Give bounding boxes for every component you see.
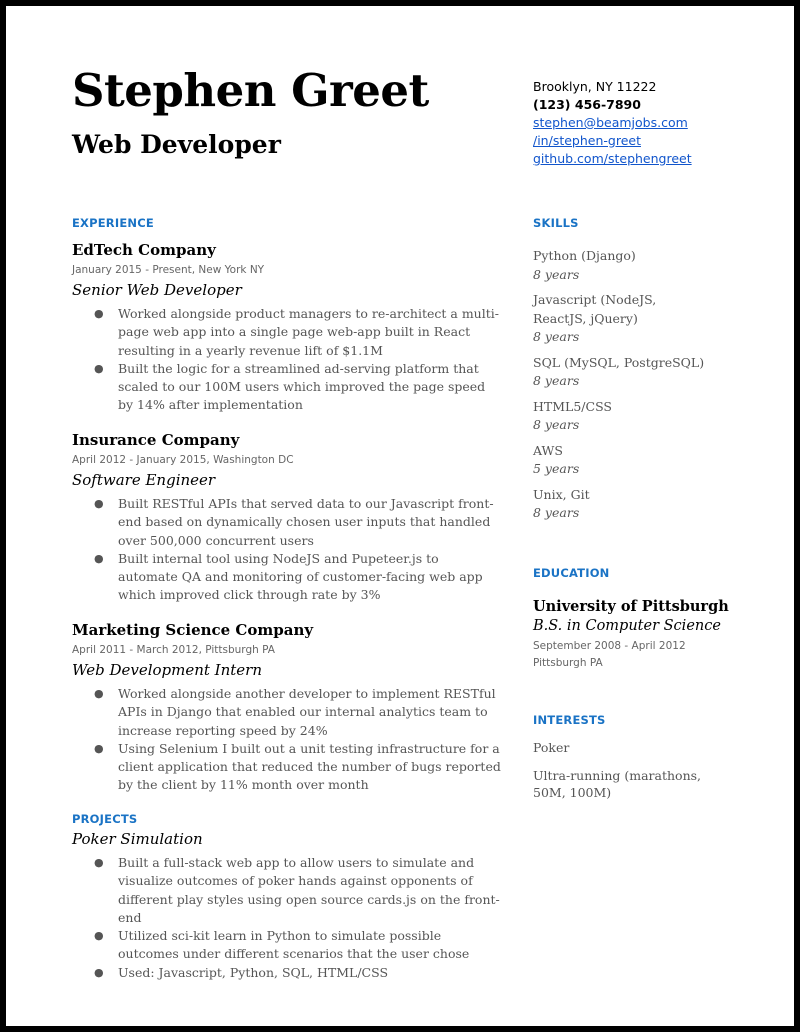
- job-role: Senior Web Developer: [72, 281, 242, 299]
- skill-name: Python (Django): [533, 248, 636, 263]
- bullet-icon: ●: [94, 965, 104, 979]
- candidate-name: Stephen Greet: [72, 64, 429, 117]
- bullet-icon: ●: [94, 929, 104, 943]
- interests-list: [533, 739, 713, 812]
- resume-page: [6, 6, 794, 1026]
- skill-name: Unix, Git: [533, 486, 590, 502]
- experience-entry: [72, 431, 502, 605]
- experience-entry: [72, 621, 502, 795]
- skill-item: [533, 486, 713, 523]
- bullet-item: [72, 740, 502, 795]
- bullet-text: Utilized sci-kit learn in Python to simulate possible outcomes under different scenarios that the user chose: [118, 928, 470, 962]
- bullet-list: [72, 854, 502, 982]
- skill-item: [533, 247, 713, 284]
- company-name: Marketing Science Company: [72, 621, 314, 639]
- education-entry: [533, 598, 773, 669]
- contact-block: [533, 78, 692, 168]
- bullet-list: [72, 495, 502, 605]
- bullet-item: [72, 495, 502, 550]
- job-title: Web Developer: [72, 130, 281, 159]
- bullet-text: Used: Javascript, Python, SQL, HTML/CSS: [118, 964, 389, 980]
- contact-linkedin-link[interactable]: /in/stephen-greet: [533, 133, 641, 148]
- bullet-icon: ●: [94, 741, 104, 755]
- bullet-text: Built RESTful APIs that served data to our Javascript front-end based on dynamically chosen user inputs that handled over 500,000 concurrent users: [118, 496, 494, 548]
- bullet-list: [72, 685, 502, 795]
- education-location: Pittsburgh PA: [533, 657, 603, 669]
- skill-name: AWS: [533, 442, 563, 458]
- projects-heading: PROJECTS: [72, 812, 138, 826]
- skill-years: 8 years: [533, 373, 580, 388]
- job-role: Web Development Intern: [72, 661, 263, 679]
- job-dates-location: January 2015 - Present, New York NY: [72, 264, 265, 276]
- skill-years: 5 years: [533, 461, 580, 476]
- skills-list: [533, 247, 713, 530]
- bullet-item: [72, 550, 502, 605]
- bullet-text: Worked alongside another developer to implement RESTful APIs in Django that enabled our internal analytics team to increase reporting speed by 24%: [118, 686, 496, 738]
- skill-item: [533, 354, 713, 391]
- bullet-icon: ●: [94, 856, 104, 869]
- bullet-icon: ●: [94, 551, 104, 565]
- bullet-item: [72, 854, 502, 927]
- education-heading: EDUCATION: [533, 566, 610, 580]
- skill-item: [533, 398, 713, 435]
- bullet-item: [72, 964, 502, 982]
- contact-email-link[interactable]: stephen@beamjobs.com: [533, 115, 688, 130]
- bullet-item: [72, 360, 502, 415]
- bullet-icon: ●: [94, 307, 104, 320]
- company-name: Insurance Company: [72, 431, 240, 449]
- skill-item: [533, 442, 713, 479]
- experience-entry: [72, 241, 502, 415]
- contact-phone: (123) 456-7890: [533, 97, 641, 112]
- contact-github-link[interactable]: github.com/stephengreet: [533, 151, 692, 166]
- project-entry: [72, 830, 502, 982]
- company-name: EdTech Company: [72, 241, 216, 259]
- skill-name: Javascript (NodeJS, ReactJS, jQuery): [533, 292, 657, 326]
- bullet-icon: ●: [94, 361, 104, 375]
- skills-heading: SKILLS: [533, 216, 579, 230]
- bullet-item: [72, 685, 502, 740]
- project-name: Poker Simulation: [72, 830, 203, 848]
- interest-item: Poker: [533, 740, 570, 755]
- experience-heading: EXPERIENCE: [72, 216, 154, 230]
- bullet-icon: ●: [94, 497, 104, 510]
- job-dates-location: April 2011 - March 2012, Pittsburgh PA: [72, 644, 275, 656]
- bullet-text: Built internal tool using NodeJS and Pupeteer.js to automate QA and monitoring of customer-facing web app which improved click through rate by 3%: [118, 550, 483, 603]
- interests-heading: INTERESTS: [533, 713, 606, 727]
- bullet-text: Built the logic for a streamlined ad-serving platform that scaled to our 100M users which improved the page speed by 14% after implementation: [118, 360, 486, 413]
- bullet-icon: ●: [94, 687, 104, 700]
- skill-years: 8 years: [533, 417, 580, 432]
- interest-item: Ultra-running (marathons, 50M, 100M): [533, 768, 702, 800]
- bullet-text: Using Selenium I built out a unit testing infrastructure for a client application that reduced the number of bugs reported by the client by 11% month over month: [118, 740, 501, 793]
- bullet-item: [72, 927, 502, 964]
- skill-years: 8 years: [533, 329, 580, 344]
- job-dates-location: April 2012 - January 2015, Washington DC: [72, 454, 294, 466]
- bullet-list: [72, 305, 502, 415]
- degree: B.S. in Computer Science: [533, 618, 721, 634]
- school-name: University of Pittsburgh: [533, 598, 729, 615]
- skill-name: SQL (MySQL, PostgreSQL): [533, 354, 705, 370]
- job-role: Software Engineer: [72, 471, 216, 489]
- bullet-text: Built a full-stack web app to allow users to simulate and visualize outcomes of poker hands against opponents of different play styles using open source cards.js on the front-end: [118, 855, 500, 925]
- skill-item: [533, 291, 713, 347]
- skill-name: HTML5/CSS: [533, 398, 612, 414]
- education-dates: September 2008 - April 2012: [533, 640, 686, 652]
- skill-years: 8 years: [533, 505, 580, 520]
- contact-location: Brooklyn, NY 11222: [533, 79, 657, 94]
- bullet-text: Worked alongside product managers to re-architect a multi-page web app into a single page web-app built in React resulting in a yearly revenue lift of $1.1M: [118, 306, 499, 358]
- skill-years: 8 years: [533, 266, 580, 282]
- bullet-item: [72, 305, 502, 360]
